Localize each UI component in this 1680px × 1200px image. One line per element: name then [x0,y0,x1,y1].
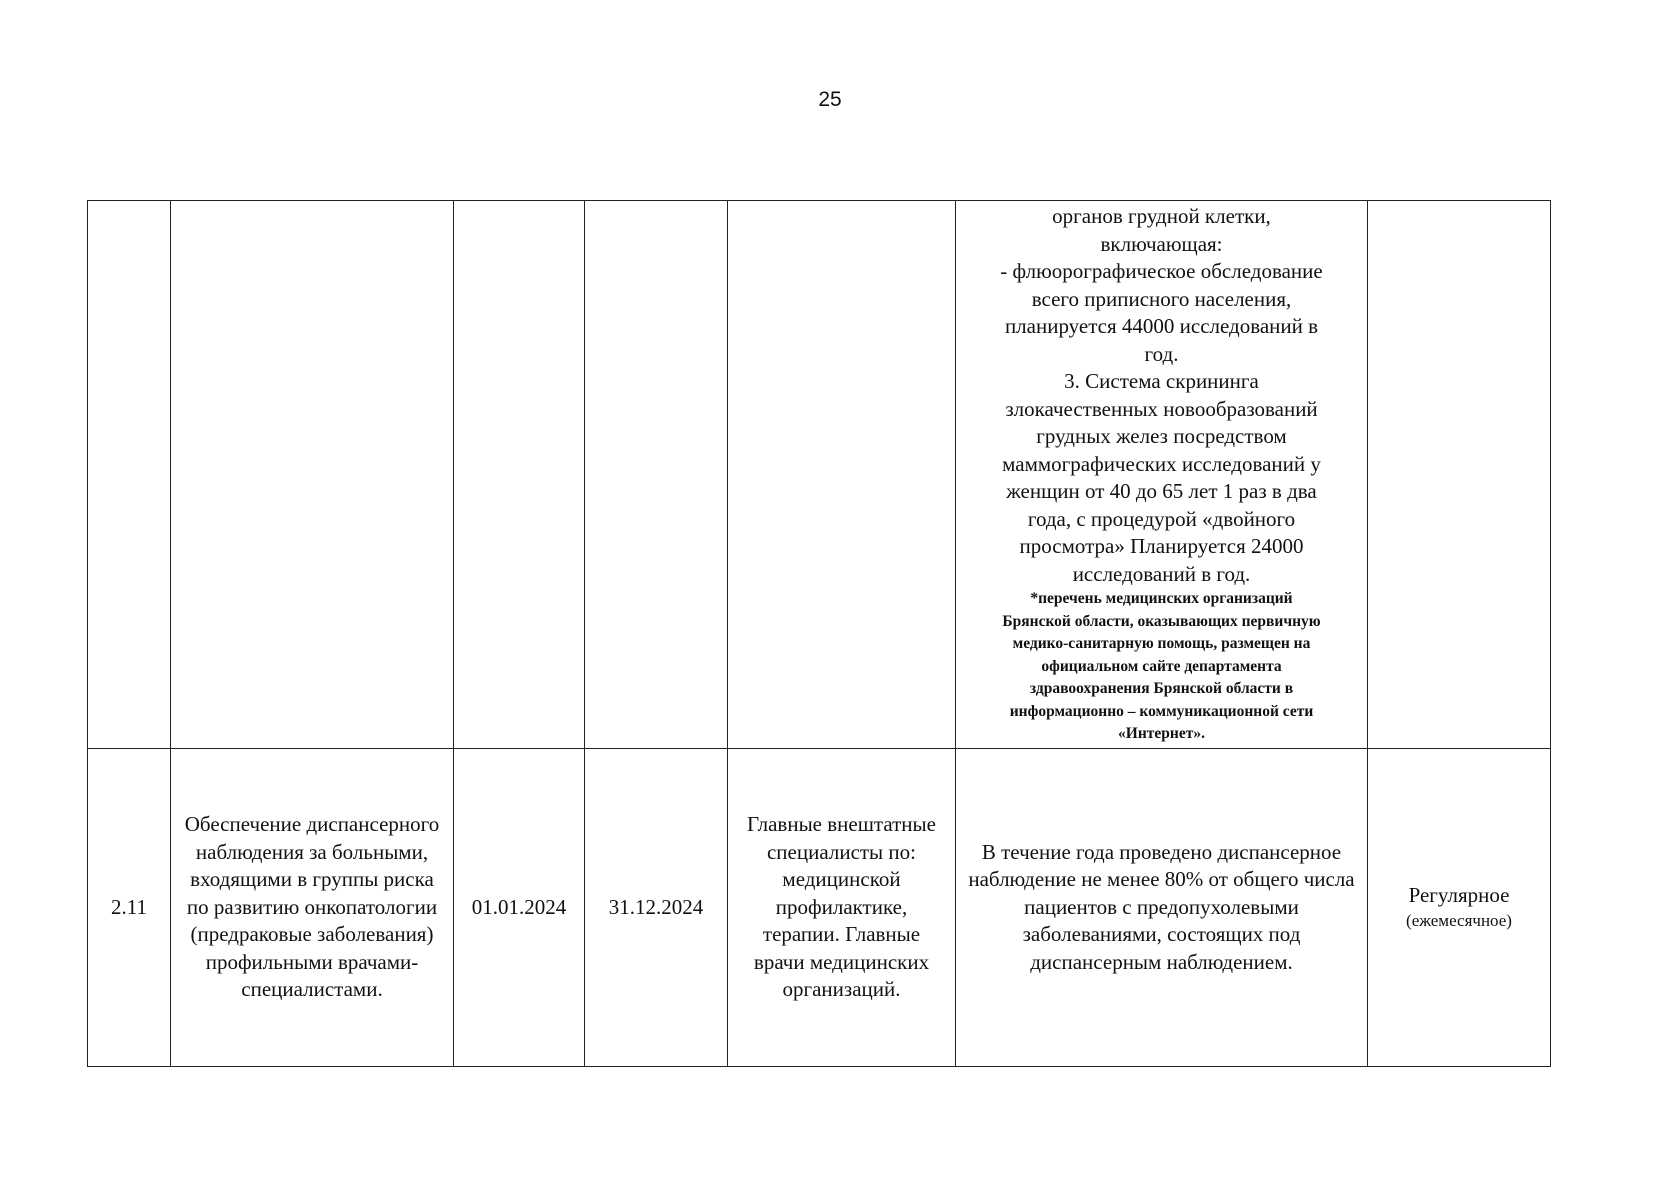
result-line: просмотра» Планируется 24000 [1019,534,1304,559]
result-line: год. [1144,341,1179,366]
table-row-2-11 [88,749,1551,1067]
cell-number-empty [88,201,171,749]
result-line: женщин от 40 до 65 лет 1 раз в два [1006,479,1317,504]
result-line: исследований в год. [1072,561,1251,586]
page-number: 25 [818,88,842,111]
cell-activity: Обеспечение диспансерного наблюдения за больными, входящими в группы риска по развитию онкопатологии (предраковые заболевания) профильными врачами-специалистами. [171,749,454,1067]
cell-end-empty [585,201,728,749]
cell-end-date: 31.12.2024 [585,749,728,1067]
result-line: - флюорографическое обследование [1000,259,1323,284]
footnote-line: официальном сайте департамента [1041,657,1282,675]
footnote-line: здравоохранения Брянской области в [1029,680,1294,698]
result-line: всего приписного населения, [1031,286,1292,311]
cell-responsible: Главные внештатные специалисты по: медицинской профилактике, терапии. Главные врачи медицинских организаций. [728,749,956,1067]
table-row-continuation [88,201,1551,749]
result-line: злокачественных новообразований [1005,396,1318,421]
result-line: грудных желез посредством [1036,424,1287,449]
cell-activity-empty [171,201,454,749]
result-line: года, с процедурой «двойного [1027,506,1296,531]
result-line: маммографических исследований у [1002,451,1321,476]
footnote-line: информационно – коммуникационной сети [1009,702,1314,720]
result-line: 3. Система скрининга [1064,369,1259,394]
frequency-label: Регулярное [1408,882,1510,907]
cell-start-date: 01.01.2024 [454,749,585,1067]
result-line: органов грудной клетки, [1052,204,1271,229]
result-line: включающая: [1100,231,1223,256]
cell-start-empty [454,201,585,749]
footnote-line: *перечень медицинских организаций [1030,590,1293,608]
cell-result: В течение года проведено диспансерное наблюдение не менее 80% от общего числа пациентов с предопухолевыми заболеваниями, состоящих под диспансерным наблюдением. [956,749,1368,1067]
footnote-line: Брянской области, оказывающих первичную [1002,612,1321,630]
result-line: планируется 44000 исследований в [1004,314,1319,339]
cell-frequency [1368,749,1551,1067]
footnote-line: «Интернет». [1118,725,1205,743]
cell-number: 2.11 [88,749,171,1067]
cell-result-continuation [956,201,1368,749]
frequency-detail: (ежемесячное) [1406,911,1512,931]
plan-table [87,200,1551,1067]
cell-frequency-empty [1368,201,1551,749]
footnote-line: медико-санитарную помощь, размещен на [1012,635,1311,653]
cell-responsible-empty [728,201,956,749]
